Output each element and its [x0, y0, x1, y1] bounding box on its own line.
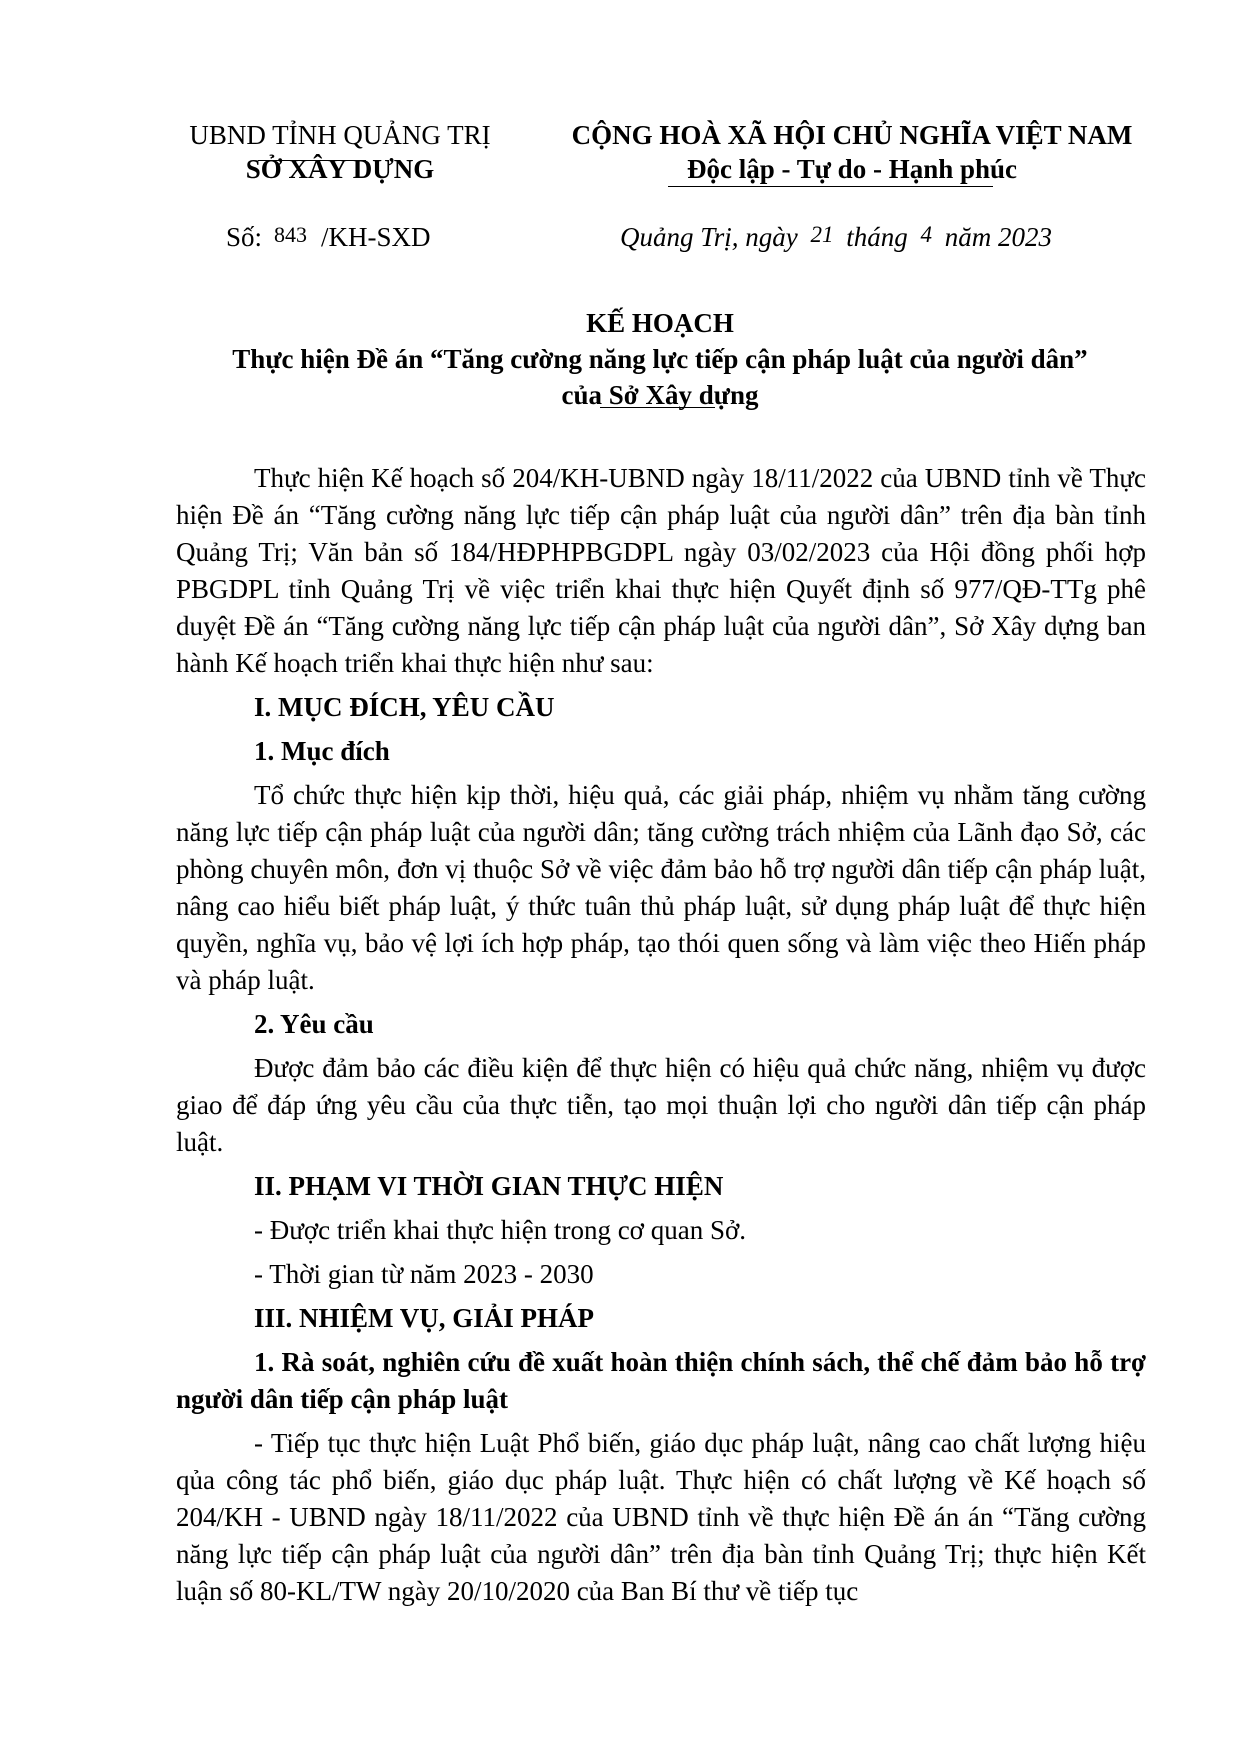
date-prefix: Quảng Trị, ngày — [620, 222, 798, 252]
national-motto-block — [532, 118, 1172, 186]
date-day: 21 — [810, 222, 834, 247]
title-type: KẾ HOẠCH — [586, 308, 734, 338]
title-underline — [600, 407, 715, 408]
province-name: UBND TỈNH QUẢNG TRỊ — [189, 120, 491, 150]
subsection-2-text: Được đảm bảo các điều kiện để thực hiện có hiệu quả chức năng, nhiệm vụ được giao để đáp ứng yêu cầu của thực tiễn, tạo mọi thuận lợi cho người dân tiếp cận pháp luật. — [176, 1053, 1146, 1157]
section-1-heading: I. MỤC ĐÍCH, YÊU CẦU — [254, 692, 555, 722]
document-date — [620, 220, 1052, 256]
subsection-1-heading: 1. Mục đích — [254, 736, 390, 766]
section-3-heading: III. NHIỆM VỤ, GIẢI PHÁP — [254, 1303, 595, 1333]
department-name: SỞ XÂY DỰNG — [245, 154, 435, 184]
date-year: năm 2023 — [944, 222, 1053, 252]
subsection-3-heading: 1. Rà soát, nghiên cứu đề xuất hoàn thiện chính sách, thể chế đảm bảo hỗ trợ người dân tiếp cận pháp luật — [176, 1347, 1146, 1414]
so-number: 843 — [274, 222, 308, 247]
document-body — [176, 460, 1146, 1617]
section-2-item-2: - Thời gian từ năm 2023 - 2030 — [254, 1259, 594, 1289]
title-subject: Thực hiện Đề án “Tăng cường năng lực tiếp cận pháp luật của người dân” — [232, 344, 1088, 374]
document-number — [226, 220, 431, 256]
subsection-2-heading: 2. Yêu cầu — [254, 1009, 374, 1039]
country-name: CỘNG HOÀ XÃ HỘI CHỦ NGHĨA VIỆT NAM — [571, 120, 1133, 150]
title-agency: của Sở Xây dựng — [561, 380, 759, 410]
date-month: 4 — [920, 222, 933, 247]
subsection-3-text: - Tiếp tục thực hiện Luật Phổ biến, giáo dục pháp luật, nâng cao chất lượng hiệu qủa công tác phổ biến, giáo dục pháp luật. Thực hiện có chất lượng về Kế hoạch số 204/KH - UBND ngày 18/11/2022 của UBND tỉnh về thực hiện Đề án án “Tăng cường năng lực tiếp cận pháp luật của người dân” trên địa bàn tỉnh Quảng Trị; thực hiện Kết luận số 80-KL/TW ngày 20/10/2020 của Ban Bí thư về tiếp tục — [176, 1428, 1146, 1606]
intro-paragraph: Thực hiện Kế hoạch số 204/KH-UBND ngày 18/11/2022 của UBND tỉnh về Thực hiện Đề án “Tăng cường năng lực tiếp cận pháp luật của người dân” trên địa bàn tỉnh Quảng Trị; Văn bản số 184/HĐPHPBGDPL ngày 03/02/2023 của Hội đồng phối hợp PBGDPL tỉnh Quảng Trị về việc triển khai thực hiện Quyết định số 977/QĐ-TTg phê duyệt Đề án “Tăng cường năng lực tiếp cận pháp luật của người dân”, Sở Xây dựng ban hành Kế hoạch triển khai thực hiện như sau: — [176, 463, 1146, 678]
section-2-item-1: - Được triển khai thực hiện trong cơ quan Sở. — [254, 1215, 746, 1245]
so-label: Số: — [226, 222, 263, 252]
so-suffix: /KH-SXD — [321, 222, 431, 252]
document-title — [160, 305, 1160, 413]
motto-underline — [668, 186, 993, 187]
section-2-heading: II. PHẠM VI THỜI GIAN THỰC HIỆN — [254, 1171, 724, 1201]
department-underline — [258, 152, 366, 161]
subsection-1-text: Tổ chức thực hiện kịp thời, hiệu quả, các giải pháp, nhiệm vụ nhằm tăng cường năng lực tiếp cận pháp luật của người dân; tăng cường trách nhiệm của Lãnh đạo Sở, các phòng chuyên môn, đơn vị thuộc Sở về việc đảm bảo hỗ trợ người dân tiếp cận pháp luật, nâng cao hiểu biết pháp luật, ý thức tuân thủ pháp luật, sử dụng pháp luật để thực hiện quyền, nghĩa vụ, bảo vệ lợi ích hợp pháp, tạo thói quen sống và làm việc theo Hiến pháp và pháp luật. — [176, 780, 1146, 995]
motto: Độc lập - Tự do - Hạnh phúc — [686, 154, 1018, 184]
date-month-label: tháng — [846, 222, 908, 252]
